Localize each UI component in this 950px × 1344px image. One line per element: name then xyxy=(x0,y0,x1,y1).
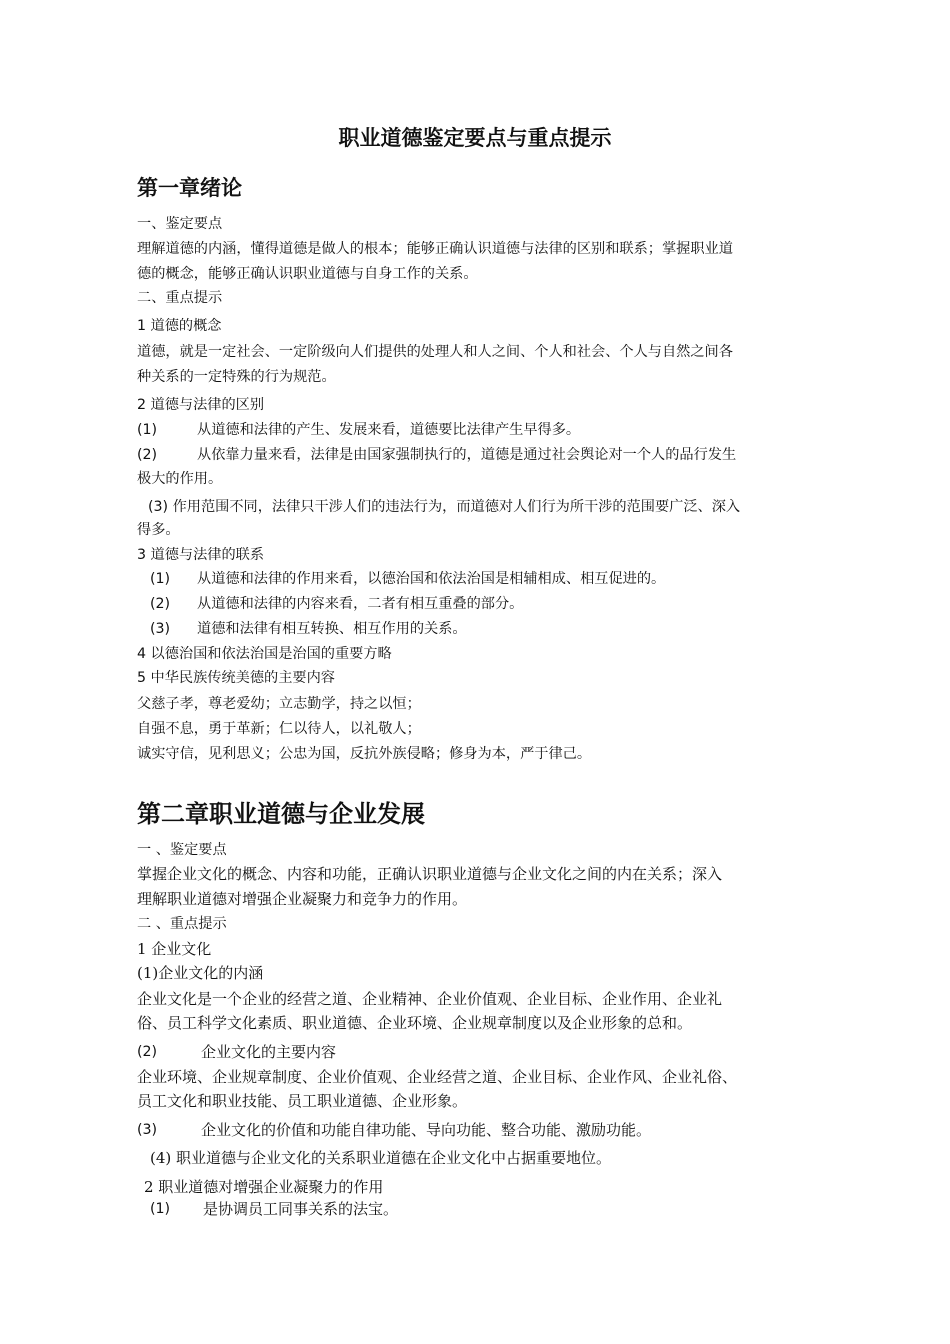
ch2-point-2-heading: 2 职业道德对增强企业凝聚力的作用 xyxy=(144,1178,384,1196)
list-number: (1) xyxy=(150,1201,171,1217)
ch1-point-5-heading: 5 中华民族传统美德的主要内容 xyxy=(137,670,335,686)
ch2-point-1-2-text: 员工文化和职业技能、员工职业道德、企业形象。 xyxy=(137,1092,468,1110)
list-number: (2) xyxy=(137,447,158,463)
ch1-point-5-text: 诚实守信，见利思义；公忠为国，反抗外族侵略；修身为本，严于律己。 xyxy=(137,746,592,762)
ch1-point-4-heading: 4 以德治国和依法治国是治国的重要方略 xyxy=(137,646,392,662)
list-item: (3) 作用范围不同，法律只干涉人们的违法行为，而道德对人们行为所干涉的范围要广泛、深入 xyxy=(148,499,741,515)
ch2-section-1-heading: 一 、鉴定要点 xyxy=(137,842,227,858)
list-number: (3) xyxy=(137,1122,158,1138)
list-item: 道德和法律有相互转换、相互作用的关系。 xyxy=(197,621,467,637)
ch1-point-1-text: 种关系的一定特殊的行为规范。 xyxy=(137,369,336,385)
list-item: 从道德和法律的内容来看，二者有相互重叠的部分。 xyxy=(197,596,524,612)
list-item: 得多。 xyxy=(137,522,180,538)
list-item: 从道德和法律的产生、发展来看，道德要比法律产生早得多。 xyxy=(197,422,581,438)
list-number: (1) xyxy=(150,571,171,587)
ch1-point-1-heading: 1 道德的概念 xyxy=(137,318,222,334)
list-item: 企业文化的价值和功能自律功能、导向功能、整合功能、激励功能。 xyxy=(201,1121,652,1139)
ch1-point-5-text: 自强不息，勇于革新；仁以待人，以礼敬人； xyxy=(137,721,421,737)
list-item: 从依靠力量来看，法律是由国家强制执行的，道德是通过社会舆论对一个人的品行发生 xyxy=(197,447,737,463)
ch2-point-1-2-text: 企业环境、企业规章制度、企业价值观、企业经营之道、企业目标、企业作风、企业礼俗、 xyxy=(137,1068,738,1086)
list-item: 极大的作用。 xyxy=(137,471,223,487)
list-item: 从道德和法律的作用来看，以德治国和依法治国是相辅相成、相互促进的。 xyxy=(197,571,666,587)
ch1-point-2-heading: 2 道德与法律的区别 xyxy=(137,397,265,413)
list-number: (1) xyxy=(137,422,158,438)
ch1-section-1-text: 德的概念，能够正确认识职业道德与自身工作的关系。 xyxy=(137,266,478,282)
list-number: (3) xyxy=(150,621,171,637)
ch2-section-2-heading: 二 、重点提示 xyxy=(137,916,227,932)
ch1-section-2-heading: 二、重点提示 xyxy=(137,290,223,306)
chapter-2-heading: 第二章职业道德与企业发展 xyxy=(137,800,425,828)
ch1-point-3-heading: 3 道德与法律的联系 xyxy=(137,547,265,563)
ch2-point-1-1-heading: (1)企业文化的内涵 xyxy=(137,964,264,982)
ch2-point-1-1-text: 俗、员工科学文化素质、职业道德、企业环境、企业规章制度以及企业形象的总和。 xyxy=(137,1014,693,1032)
list-number: (2) xyxy=(137,1044,158,1060)
ch2-section-1-text: 掌握企业文化的概念、内容和功能，正确认识职业道德与企业文化之间的内在关系；深入 xyxy=(137,865,723,883)
list-item: (4) 职业道德与企业文化的关系职业道德在企业文化中占据重要地位。 xyxy=(150,1149,612,1167)
ch2-point-1-1-text: 企业文化是一个企业的经营之道、企业精神、企业价值观、企业目标、企业作用、企业礼 xyxy=(137,990,723,1008)
ch2-point-1-heading: 1 企业文化 xyxy=(137,940,212,958)
ch2-section-1-text: 理解职业道德对增强企业凝聚力和竞争力的作用。 xyxy=(137,890,468,908)
chapter-1-heading: 第一章绪论 xyxy=(137,176,242,200)
list-number: (2) xyxy=(150,596,171,612)
ch2-point-1-2-heading: 企业文化的主要内容 xyxy=(201,1043,337,1061)
page-title: 职业道德鉴定要点与重点提示 xyxy=(338,126,612,150)
ch1-point-5-text: 父慈子孝，尊老爱幼；立志勤学，持之以恒； xyxy=(137,696,421,712)
ch1-point-1-text: 道德，就是一定社会、一定阶级向人们提供的处理人和人之间、个人和社会、个人与自然之间各 xyxy=(137,344,733,360)
ch1-section-1-heading: 一、鉴定要点 xyxy=(137,216,223,232)
list-item: 是协调员工同事关系的法宝。 xyxy=(203,1200,399,1218)
ch1-section-1-text: 理解道德的内涵，懂得道德是做人的根本；能够正确认识道德与法律的区别和联系；掌握职业道 xyxy=(137,241,733,257)
